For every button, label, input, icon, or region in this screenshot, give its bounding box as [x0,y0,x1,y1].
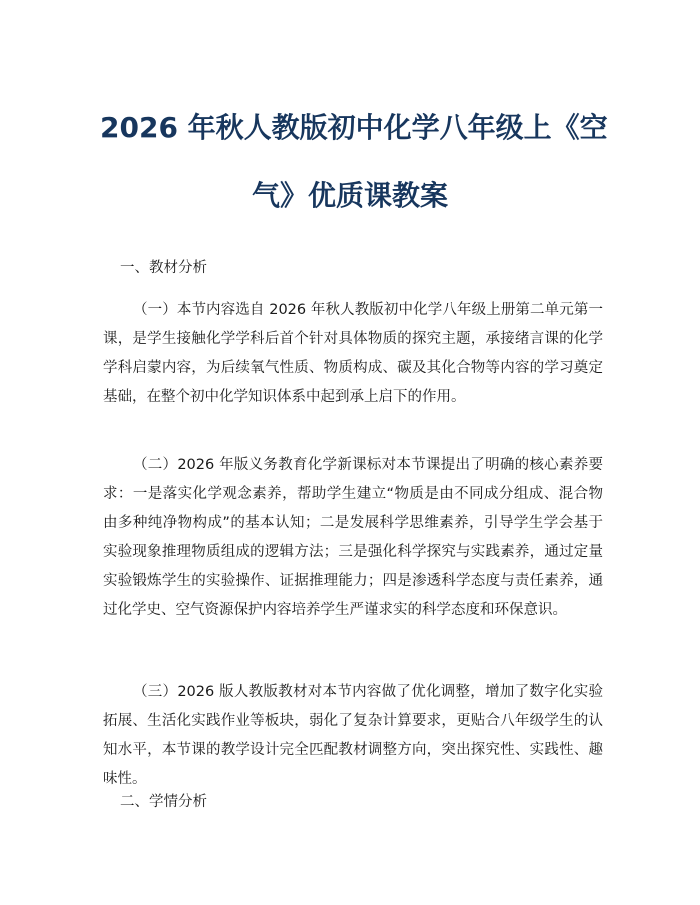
paragraph-1: （一）本节内容选自 2026 年秋人教版初中化学八年级上册第二单元第一课，是学生接触化学学科后首个针对具体物质的探究主题，承接绪言课的化学学科启蒙内容，为后续氧气性质、物质构成、碳及其化合物等内容的学习奠定基础，在整个初中化学知识体系中起到承上启下的作用。 [103,302,603,405]
document-title-line-2: 气》优质课教案 [251,179,448,212]
paragraph-3: （三）2026 版人教版教材对本节内容做了优化调整，增加了数字化实验拓展、生活化实践作业等板块，弱化了复杂计算要求，更贴合八年级学生的认知水平，本节课的教学设计完全匹配教材调整方向，突出探究性、实践性、趣味性。 [103,684,603,787]
document-title-line-1: 2026 年秋人教版初中化学八年级上《空 [100,111,608,144]
paragraph-2: （二）2026 年版义务教育化学新课标对本节课提出了明确的核心素养要求：一是落实化学观念素养，帮助学生建立“物质是由不同成分组成、混合物由多种纯净物构成”的基本认知；二是发展科学思维素养，引导学生学会基于实验现象推理物质组成的逻辑方法；三是强化科学探究与实践素养，通过定量实验锻炼学生的实验操作、证据推理能力；四是渗透科学态度与责任素养，通过化学史、空气资源保护内容培养学生严谨求实的科学态度和环保意识。 [103,457,603,618]
section-heading-learner-analysis: 二、学情分析 [120,794,207,810]
section-heading-textbook-analysis: 一、教材分析 [120,260,207,276]
